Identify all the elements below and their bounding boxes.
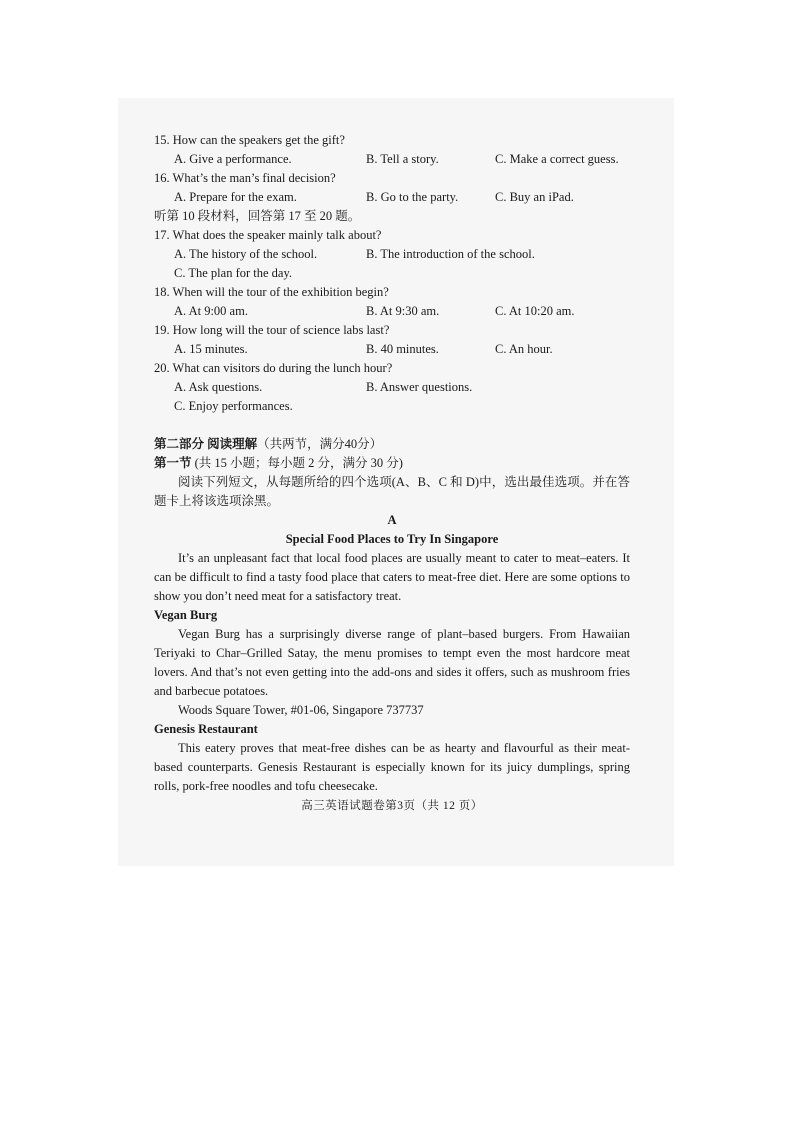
option-c: C. Make a correct guess. xyxy=(495,152,619,166)
option-c: C. The plan for the day. xyxy=(174,266,293,280)
question-15: 15. How can the speakers get the gift? xyxy=(154,133,345,147)
section-1-heading xyxy=(154,454,630,473)
option-b: B. The introduction of the school. xyxy=(366,247,535,261)
option-c: C. An hour. xyxy=(495,342,553,356)
option-c: C. At 10:20 am. xyxy=(495,304,575,318)
vegan-burg-heading: Vegan Burg xyxy=(154,608,218,622)
question-17: 17. What does the speaker mainly talk about? xyxy=(154,228,382,242)
exam-page xyxy=(154,131,630,816)
page-footer: 高三英语试题卷第3页（共 12 页） xyxy=(301,800,483,812)
vegan-burg-block xyxy=(154,625,630,701)
question-19: 19. How long will the tour of science labs last? xyxy=(154,323,390,337)
option-b: B. Go to the party. xyxy=(366,190,459,204)
option-a: A. 15 minutes. xyxy=(174,342,248,356)
option-a: A. The history of the school. xyxy=(174,247,318,261)
option-a: A. Give a performance. xyxy=(174,152,292,166)
option-b: B. Answer questions. xyxy=(366,380,473,394)
material-10-instruction: 听第 10 段材料，回答第 17 至 20 题。 xyxy=(154,209,361,223)
passage-title: Special Food Places to Try In Singapore xyxy=(285,532,499,546)
question-18: 18. When will the tour of the exhibition begin? xyxy=(154,285,389,299)
vegan-burg-body: Vegan Burg has a surprisingly diverse range of plant–based burgers. From Hawaiian Teriyaki to Char–Grilled Satay, the menu promises to tempt even the most hardcore meat lovers. And that’s not even getting into the add-ons and sides it offers, such as mushroom fries and barbecue potatoes. xyxy=(154,627,630,698)
question-20: 20. What can visitors do during the lunch hour? xyxy=(154,361,393,375)
option-c: C. Enjoy performances. xyxy=(174,399,293,413)
question-16: 16. What’s the man’s final decision? xyxy=(154,171,336,185)
option-a: A. At 9:00 am. xyxy=(174,304,248,318)
question-17-options xyxy=(154,245,630,264)
vegan-burg-address: Woods Square Tower, #01-06, Singapore 737737 xyxy=(178,703,424,717)
part-2-heading xyxy=(154,435,630,454)
option-a: A. Prepare for the exam. xyxy=(174,190,297,204)
section-1-title: 第一节 xyxy=(154,456,192,470)
instructions: 阅读下列短文，从每题所给的四个选项(A、B、C 和 D)中，选出最佳选项。并在答题卡上将该选项涂黑。 xyxy=(154,475,630,508)
section-1-note: (共 15 小题；每小题 2 分，满分 30 分) xyxy=(194,456,403,470)
question-20-options xyxy=(154,378,630,397)
option-a: A. Ask questions. xyxy=(174,380,263,394)
question-15-options xyxy=(154,150,630,169)
question-18-options xyxy=(154,302,630,321)
question-16-options xyxy=(154,188,630,207)
genesis-block xyxy=(154,739,630,796)
genesis-body: This eatery proves that meat-free dishes can be as hearty and flavourful as their meat-based counterparts. Genesis Restaurant is especially known for its juicy dumplings, spring rolls, pork-free noodles and tofu cheesecake. xyxy=(154,741,630,793)
genesis-heading: Genesis Restaurant xyxy=(154,722,258,736)
option-c: C. Buy an iPad. xyxy=(495,190,574,204)
passage-intro: It’s an unpleasant fact that local food places are usually meant to cater to meat–eaters. It can be difficult to find a tasty food place that caters to meat-free diet. Here are some options to show you don’t need meat for a satisfactory treat. xyxy=(154,551,630,603)
part-2-title: 第二部分 阅读理解 xyxy=(154,437,258,451)
option-b: B. At 9:30 am. xyxy=(366,304,440,318)
part-2-note: （共两节，满分40分） xyxy=(257,437,383,451)
passage-letter: A xyxy=(387,513,397,527)
option-b: B. Tell a story. xyxy=(366,152,439,166)
instructions-block xyxy=(154,473,630,511)
question-19-options xyxy=(154,340,630,359)
passage-intro-block xyxy=(154,549,630,606)
option-b: B. 40 minutes. xyxy=(366,342,439,356)
